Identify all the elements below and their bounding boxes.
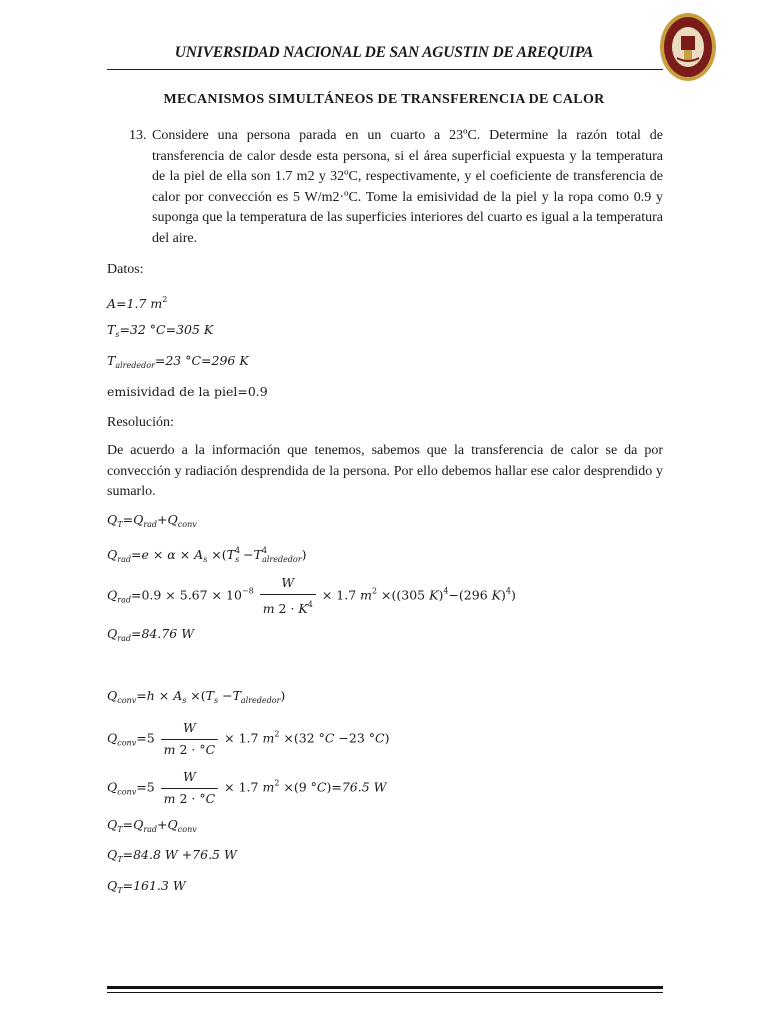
equation-qt-definition: $Q_T=Q_{rad}+Q_{conv}$ (107, 512, 197, 529)
equation-qrad-substitution: $Q_{rad}=0.9 \times 5.67 \times 10^{-8}$ $\frac{W}{m 2 \cdot K^4}$ × 1.7 $m^2 \times((305$ K)$^4$−(296 K)$^4$) (107, 573, 663, 619)
university-name: UNIVERSIDAD NACIONAL DE SAN AGUSTIN DE AREQUIPA (174, 44, 594, 61)
footer-rule (107, 986, 663, 989)
equation-qrad-formula: $Q_{rad}=e \times \alpha \times A_s \times(T^4_s -T^4_{alrededor})$ (107, 546, 307, 564)
page-title: MECANISMOS SIMULTÁNEOS DE TRANSFERENCIA DE CALOR (163, 92, 605, 107)
equation-qrad-result: $Q_{rad}=84.76$ W (107, 626, 195, 643)
header-rule (107, 69, 663, 70)
datos-label: Datos: (107, 262, 144, 277)
equation-qt-result: $Q_T=161.3$ W (107, 878, 186, 895)
formula-area: A=1.7 $m^2$ (107, 295, 168, 311)
equation-qt-sum-definition: $Q_T=Q_{rad}+Q_{conv}$ (107, 817, 197, 834)
equation-qconv-formula: $Q_{conv}=h \times A_s \times(T_s -T_{alrededor})$ (107, 688, 286, 705)
qt-sum-value: 84.8 W +76.5 W (133, 847, 237, 862)
problem-statement (107, 126, 663, 249)
resolucion-paragraph: De acuerdo a la información que tenemos, sabemos que la transferencia de calor se da por convección y radiación desprendida de la persona. Por ello debemos hallar ese calor desprendido y sumarlo. (107, 443, 663, 499)
problem-number: 13. (129, 128, 147, 143)
footer-rule-thin (107, 992, 663, 993)
qconv-value: 76.5 W (341, 779, 387, 795)
formula-ts: $T_s=32$ °C=305 K (107, 322, 214, 339)
equation-qconv-result: $Q_{conv}=5$ $\frac{W}{m 2 \cdot ^\circ C}$ × 1.7 $m^2 \times(9$ °C)=76.5 W (107, 767, 663, 809)
equation-qt-sum-values: $Q_T=84.8$ W +76.5 W (107, 847, 237, 864)
qt-value: 161.3 W (133, 878, 186, 893)
problem-text: Considere una persona parada en un cuarto a 23ºC. Determine la razón total de transferencia de calor desde esta persona, si el área superficial expuesta y la temperatura de la piel de ella son 1.7 m2 y 32ºC, respectivamente, y el coeficiente de transferencia de calor por convección es 5 W/m2·ºC. Tome la emisividad de la piel y la ropa como 0.9 y suponga que la temperatura de las superficies interiores del cuarto es igual a la temperatura del aire. (152, 128, 663, 246)
university-seal-icon (659, 12, 717, 82)
qrad-value: 84.76 W (141, 626, 195, 641)
formula-talrededor: $T_{alrededor}=23$ °C=296 K (107, 353, 249, 370)
resolucion-label: Resolución: (107, 415, 174, 430)
equation-qconv-substitution: $Q_{conv}=5$ $\frac{W}{m 2 \cdot ^\circ C}$ × 1.7 $m^2 \times(32$ °C −23 °C) (107, 718, 663, 760)
formula-emisividad: emisividad de la piel=0.9 (107, 384, 268, 399)
